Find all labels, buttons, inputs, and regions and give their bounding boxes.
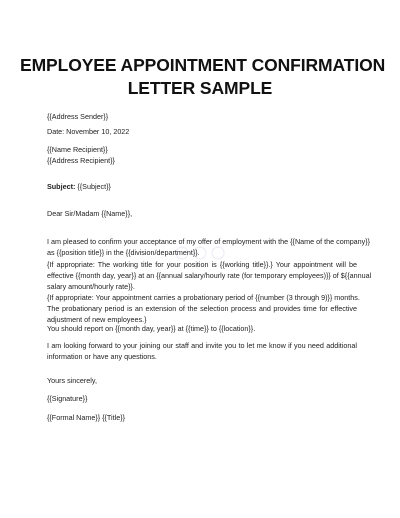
formal-name-title: {{Formal Name}} {{Title}} <box>47 413 126 422</box>
paragraph-1 <box>47 236 371 258</box>
address-sender: {{Address Sender}} <box>47 112 109 121</box>
p5-line-1: I am looking forward to your joining our staff and invite you to let me know if you need additional <box>47 341 357 350</box>
p1-line-1: I am pleased to confirm your acceptance of my offer of employment with the {{Name of the company}} <box>47 237 371 246</box>
p3-line-3: adjustment of new employees.} <box>47 315 147 324</box>
signature-placeholder: {{Signature}} <box>47 394 88 403</box>
paragraph-3 <box>47 292 360 325</box>
closing <box>47 375 357 386</box>
p3-line-2: The probationary period is an extension of the selection process and provides time for effective <box>47 304 357 313</box>
signature-block <box>47 393 357 404</box>
subject-line <box>47 181 357 192</box>
salutation-text: Dear Sir/Madam {{Name}}, <box>47 209 133 218</box>
title-line-2: LETTER SAMPLE <box>127 78 273 98</box>
sender-address-block <box>47 111 357 122</box>
p4-line-1: You should report on {{month day, year}} at {{time}} to {{location}}. <box>47 324 256 333</box>
watermark-mark: ○○○ <box>172 236 228 269</box>
title-line-1: EMPLOYEE APPOINTMENT CONFIRMATION <box>20 55 386 75</box>
name-recipient: {{Name Recipient}} <box>47 145 108 154</box>
subject-value: {{Subject}} <box>75 182 111 191</box>
p3-line-1: {If appropriate: Your appointment carries a probationary period of {{number (3 through 9)}} months. <box>47 293 360 302</box>
p1-line-2: as {{position title}} in the {{division/department}}. <box>47 248 200 257</box>
paragraph-4 <box>47 323 357 334</box>
paragraph-5 <box>47 340 357 362</box>
p2-line-1: {If appropriate: The working title for your position is {{working title}}.} Your appointment will be <box>47 260 357 269</box>
letter-date: Date: November 10, 2022 <box>47 127 130 136</box>
address-recipient: {{Address Recipient}} <box>47 156 115 165</box>
p2-line-2: effective {{month day, year}} at an {{annual salary/hourly rate (for temporary employees)}} of ${{annual <box>47 271 372 280</box>
date-block <box>47 126 357 137</box>
salutation <box>47 208 357 219</box>
subject-label: Subject: <box>47 182 76 191</box>
p5-line-2: information or have any questions. <box>47 352 157 361</box>
closing-text: Yours sincerely, <box>47 376 97 385</box>
formal-name-block <box>47 412 357 423</box>
p2-line-3: salary amount/hourly rate}}. <box>47 282 135 291</box>
recipient-block <box>47 144 357 166</box>
page-title <box>20 54 386 100</box>
paragraph-2 <box>47 259 372 292</box>
